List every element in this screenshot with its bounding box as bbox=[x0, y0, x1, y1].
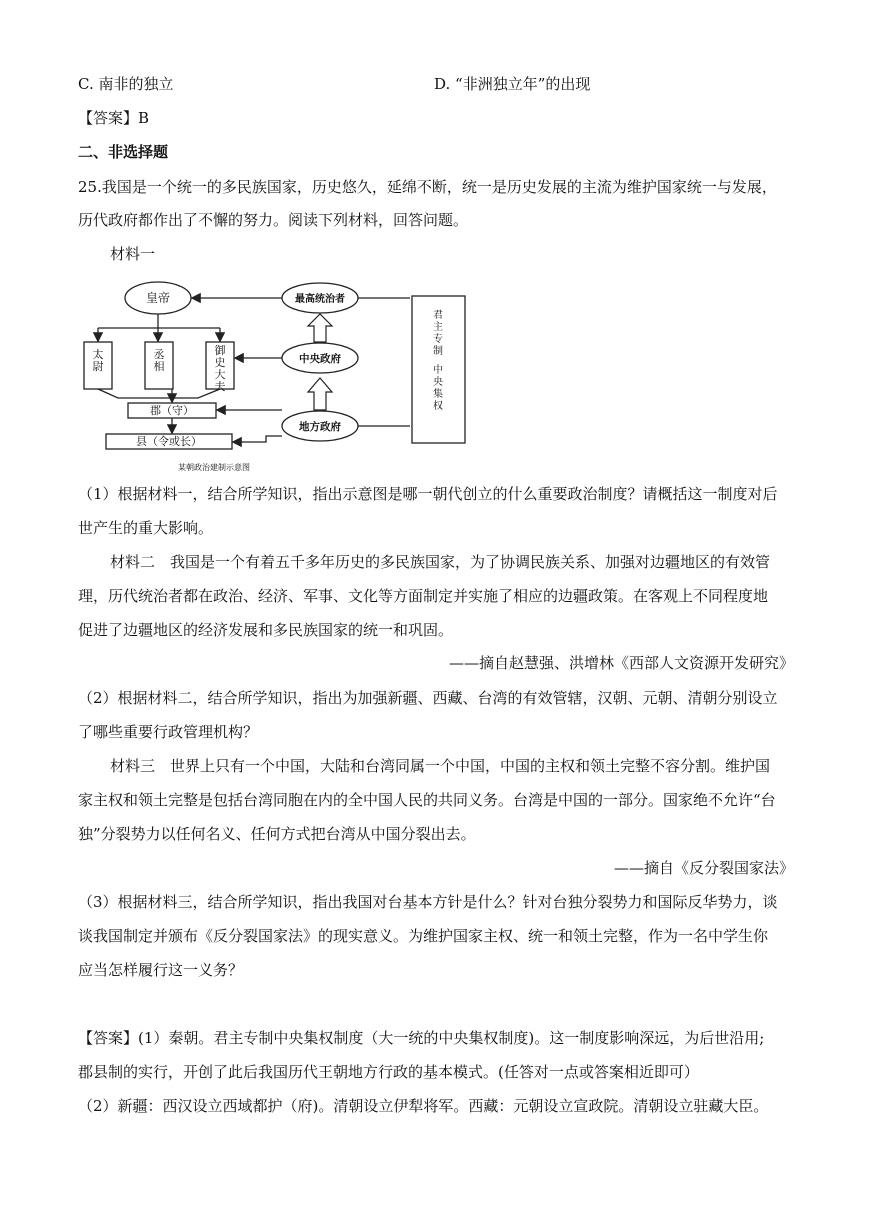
material2-line2: 理，历代统治者都在政治、经济、军事、文化等方面制定并实施了相应的边疆政策。在客观上不同程度地 bbox=[78, 587, 769, 605]
sub1-line2: 世产生的重大影响。 bbox=[78, 519, 214, 537]
xian-label: 县（令或长） bbox=[136, 435, 202, 448]
q25-stem-line1: 25.我国是一个统一的多民族国家，历史悠久，延绵不断，统一是历史发展的主流为维护国家统一与发展， bbox=[78, 178, 777, 196]
jun-label: 郡（守） bbox=[150, 404, 194, 417]
yushi-label: 御史大夫 bbox=[214, 344, 226, 393]
answer2-line1: 【答案】(1）秦朝。君主专制中央集权制度（大一统的中央集权制度)。这一制度影响深远，为后世沿用; bbox=[78, 1029, 765, 1047]
sub2-line1: （2）根据材料二，结合所学知识，指出为加强新疆、西藏、台湾的有效管辖，汉朝、元朝、清朝分别设立 bbox=[78, 689, 778, 707]
emperor-label: 皇帝 bbox=[145, 291, 171, 305]
material3-line3: 独”分裂势力以任何名义、任何方式把台湾从中国分裂出去。 bbox=[78, 825, 476, 843]
material3-line2: 家主权和领土完整是包括台湾同胞在内的全中国人民的共同义务。台湾是中国的一部分。国家绝不允许“台 bbox=[78, 791, 776, 809]
political-system-diagram bbox=[78, 278, 473, 476]
system-label: 君主专制 中央集权 bbox=[433, 310, 443, 413]
supreme-label: 最高统治者 bbox=[295, 294, 345, 305]
sub3-line1: （3）根据材料三，结合所学知识，指出我国对台基本方针是什么？针对台独分裂势力和国际反华势力，谈 bbox=[78, 893, 778, 911]
sub1-line1: （1）根据材料一，结合所学知识，指出示意图是哪一朝代创立的什么重要政治制度？请概括这一制度对后 bbox=[78, 485, 778, 503]
section-title: 二、非选择题 bbox=[78, 143, 169, 161]
material2-line3: 促进了边疆地区的经济发展和多民族国家的统一和巩固。 bbox=[78, 621, 454, 639]
sub3-line2: 谈我国制定并颁布《反分裂国家法》的现实意义。为维护国家主权、统一和领土完整，作为一名中学生你 bbox=[78, 927, 769, 945]
option-c: C. 南非的独立 bbox=[78, 75, 174, 93]
taiwei-label: 太尉 bbox=[92, 348, 104, 373]
sub2-line2: 了哪些重要行政管理机构？ bbox=[78, 723, 259, 741]
material3-source: ——摘自《反分裂国家法》 bbox=[613, 859, 794, 877]
answer-label: 【答案】B bbox=[78, 109, 150, 127]
material2-source: ——摘自赵慧强、洪增林《西部人文资源开发研究》 bbox=[448, 654, 794, 672]
sub3-line3: 应当怎样履行这一义务？ bbox=[78, 961, 244, 979]
answer2-line2: 郡县制的实行，开创了此后我国历代王朝地方行政的基本模式。(任答对一点或答案相近即可） bbox=[78, 1063, 699, 1081]
material1-label: 材料一 bbox=[110, 245, 156, 263]
central-label: 中央政府 bbox=[299, 353, 341, 365]
material2-line1: 材料二 我国是一个有着五千多年历史的多民族国家，为了协调民族关系、加强对边疆地区的有效管 bbox=[110, 553, 771, 571]
local-label: 地方政府 bbox=[299, 421, 341, 433]
material3-line1: 材料三 世界上只有一个中国，大陆和台湾同属一个中国，中国的主权和领土完整不容分割。维护国 bbox=[110, 757, 771, 775]
q25-stem-line2: 历代政府都作出了不懈的努力。阅读下列材料，回答问题。 bbox=[78, 211, 469, 229]
diagram-caption: 某朝政治建制示意图 bbox=[178, 463, 250, 472]
option-d: D. “非洲独立年”的出现 bbox=[434, 75, 591, 93]
answer2-line3: （2）新疆：西汉设立西域都护（府)。清朝设立伊犁将军。西藏：元朝设立宣政院。清朝设立驻藏大臣。 bbox=[78, 1097, 769, 1115]
chengxiang-label: 丞相 bbox=[153, 348, 165, 373]
